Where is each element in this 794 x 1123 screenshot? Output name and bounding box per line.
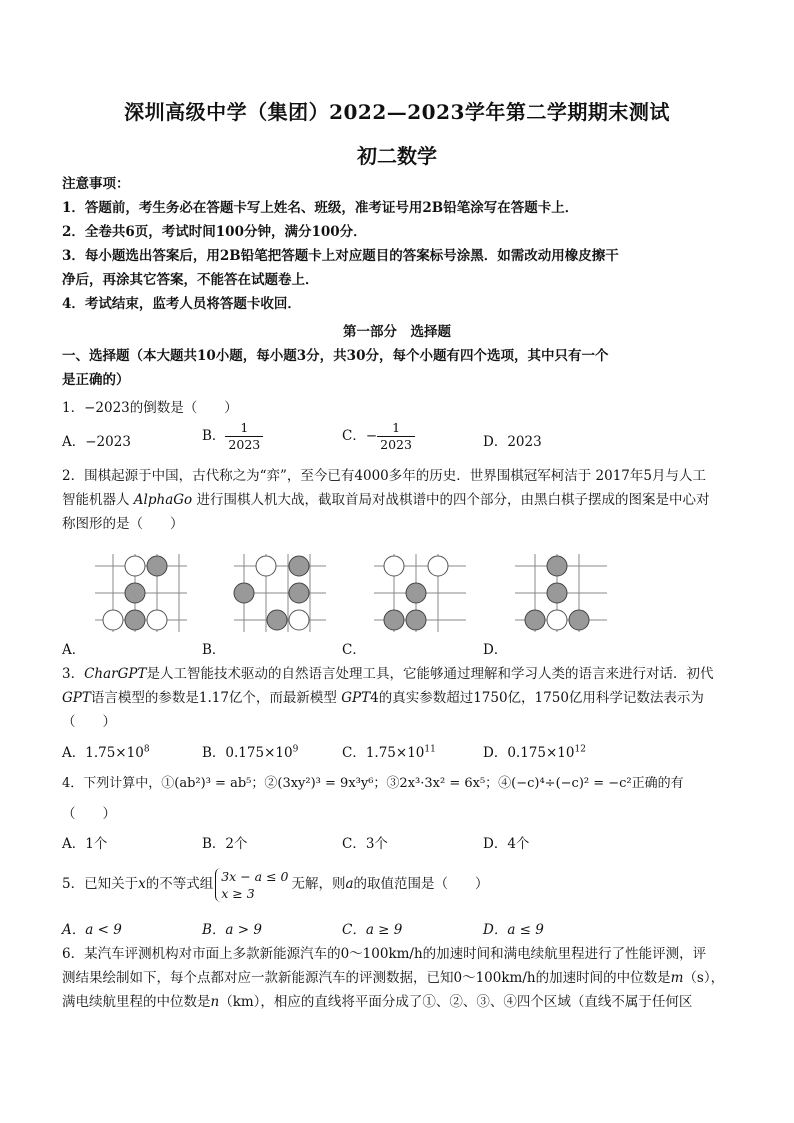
q2-stem-line2: 智能机器人 AlphaGo 进行围棋人机大战，截取首局对战棋谱中的四个部分，由黑白棋子摆成的图案是中心对 <box>62 492 710 508</box>
q3-stem-line2: GPT语言模型的参数是1.17亿个，而最新模型 GPT4的真实参数超过1750亿，1750亿用科学记数法表示为 <box>62 690 704 706</box>
q3-option-d: D．$0.175\times 10^{12}$ <box>483 744 586 761</box>
q4-option-a: A．1个 <box>62 836 108 852</box>
section1-heading-cont: 是正确的） <box>62 372 130 388</box>
black-stone <box>547 556 567 576</box>
notes-heading: 注意事项： <box>62 176 130 192</box>
q1-option-a: A．−2023 <box>62 434 131 450</box>
part1-title: 第一部分 选择题 <box>343 324 451 340</box>
section1-heading: 一、选择题（本大题共10小题，每小题3分，共30分，每个小题有四个选项，其中只有一个 <box>62 348 609 364</box>
black-stone <box>125 610 145 630</box>
white-stone <box>103 610 123 630</box>
q5-option-c: C．a ≥ 9 <box>342 922 403 938</box>
black-stone <box>406 610 426 630</box>
white-stone <box>125 556 145 576</box>
q2-option-a: A． <box>62 642 86 658</box>
white-stone <box>256 556 276 576</box>
black-stone <box>569 610 589 630</box>
black-stone <box>289 583 309 603</box>
note-item-2: 2．全卷共6页，考试时间100分钟，满分100分． <box>62 224 367 240</box>
black-stone <box>547 583 567 603</box>
white-stone <box>384 556 404 576</box>
q4-stem-line2: （ ） <box>62 806 116 822</box>
q2-stem-line3: 称图形的是（ ） <box>62 516 184 532</box>
q3-stem-line3: （ ） <box>62 714 116 730</box>
q5-inequality-system: 3x − a ≤ 0 x ≥ 3 <box>215 868 288 902</box>
black-stone <box>234 583 254 603</box>
black-stone <box>147 556 167 576</box>
q3-option-b: B．$0.175\times 10^9$ <box>202 744 299 761</box>
go-board-a <box>93 552 189 634</box>
q6-stem-line1: 6．某汽车评测机构对市面上多款新能源汽车的0～100km/h的加速时间和满电续航里程进行了性能评测，评 <box>62 946 707 962</box>
black-stone <box>289 556 309 576</box>
q2-option-b: B． <box>202 642 226 658</box>
note-item-3: 3．每小题选出答案后，用2B铅笔把答题卡上对应题目的答案标号涂黑．如需改动用橡皮擦干 <box>62 248 619 264</box>
q2-option-c: C． <box>342 642 366 658</box>
q1-c-fraction: $\frac{1}{2023}$ <box>377 420 415 453</box>
white-stone <box>428 556 448 576</box>
go-board-c <box>372 552 468 634</box>
q3-stem-line1: 3．CharGPT是人工智能技术驱动的自然语言处理工具，它能够通过理解和学习人类的语言来进行对话．初代 <box>62 666 714 682</box>
q5-option-b: B．a > 9 <box>202 922 262 938</box>
q1-b-fraction: $\frac{1}{2023}$ <box>225 420 263 453</box>
q4-option-b: B．2个 <box>202 836 248 852</box>
note-item-4: 4．考试结束，监考人员将答题卡收回． <box>62 296 301 312</box>
q5-option-d: D．a ≤ 9 <box>483 922 544 938</box>
exam-title: 深圳高级中学（集团）2022—2023学年第二学期期末测试 <box>124 100 670 124</box>
q5-option-a: A．a < 9 <box>62 922 122 938</box>
black-stone <box>125 583 145 603</box>
q1-stem: 1．−2023的倒数是（ ） <box>62 400 238 416</box>
q4-option-c: C．3个 <box>342 836 388 852</box>
black-stone <box>384 610 404 630</box>
q1-option-d: D．2023 <box>483 434 542 450</box>
note-item-3-cont: 净后，再涂其它答案，不能答在试题卷上． <box>62 272 319 288</box>
q6-stem-line2: 测结果绘制如下，每个点都对应一款新能源汽车的评测数据，已知0～100km/h的加速时间的中位数是m（s）， <box>62 970 725 986</box>
q4-stem-line1: 4．下列计算中，①(ab²)³ = ab⁵；②(3xy²)³ = 9x³y⁶；③2x³·3x² = 6x⁵；④(−c)⁴÷(−c)² = −c²正确的有 <box>62 776 684 791</box>
q4-option-d: D．4个 <box>483 836 530 852</box>
white-stone <box>289 610 309 630</box>
q5-stem: 5．已知关于x的不等式组 3x − a ≤ 0 x ≥ 3 无解，则a的取值范围是（ ） <box>62 868 489 901</box>
black-stone <box>525 610 545 630</box>
q6-stem-line3: 满电续航里程的中位数是n（km），相应的直线将平面分成了①、②、③、④四个区域（直线不属于任何区 <box>62 994 693 1010</box>
black-stone <box>267 610 287 630</box>
q3-option-a: A．$1.75\times 10^8$ <box>62 744 150 761</box>
white-stone <box>147 610 167 630</box>
black-stone <box>406 583 426 603</box>
q1-option-c: C．− $\frac{1}{2023}$ <box>342 420 415 453</box>
q2-stem-line1: 2．围棋起源于中国，古代称之为“弈”，至今已有4000多年的历史．世界围棋冠军柯洁于 2017年5月与人工 <box>62 468 706 484</box>
q1-option-b: B． $\frac{1}{2023}$ <box>202 420 263 453</box>
q2-option-d: D． <box>483 642 508 658</box>
exam-subtitle: 初二数学 <box>357 144 437 168</box>
note-item-1: 1．答题前，考生务必在答题卡写上姓名、班级，准考证号用2B铅笔涂写在答题卡上． <box>62 200 579 216</box>
white-stone <box>547 610 567 630</box>
go-board-b <box>232 552 328 634</box>
go-board-d <box>513 552 609 634</box>
q3-option-c: C．$1.75\times 10^{11}$ <box>342 744 436 761</box>
